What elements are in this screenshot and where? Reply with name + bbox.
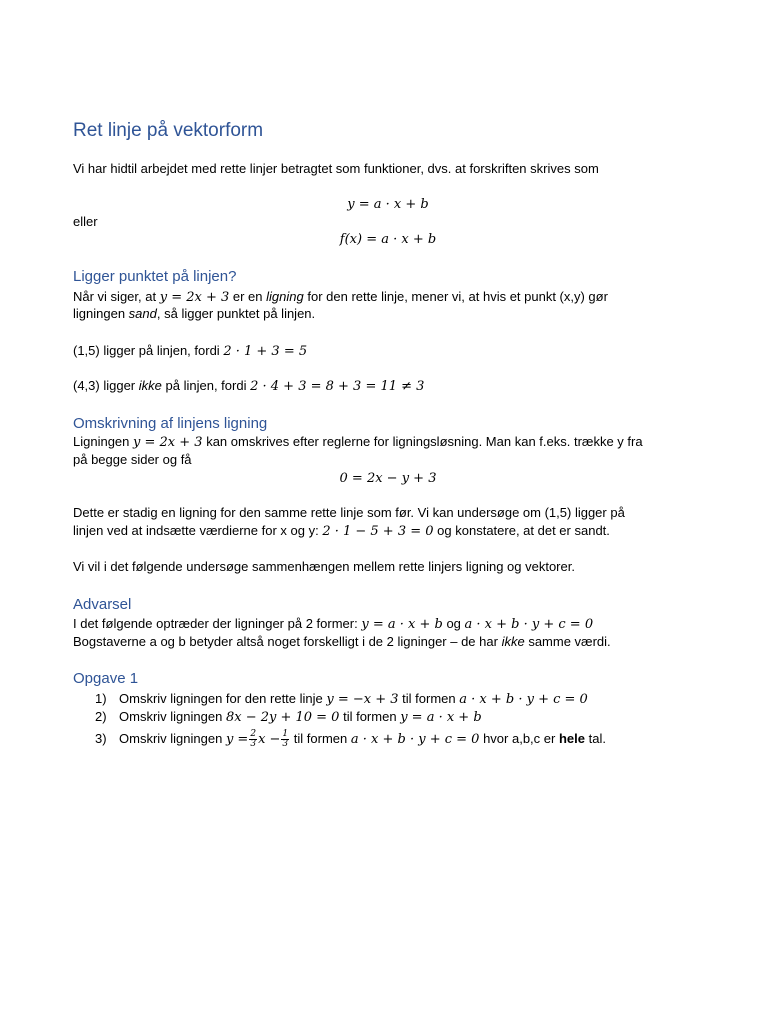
- warning-line2: Bogstaverne a og b betyder altså noget forskelligt i de 2 ligninger – de har ikke samme værdi.: [73, 634, 611, 649]
- inline-equation: 2 · 4 + 3 = 8 + 3 = 11 ≠ 3: [250, 379, 425, 394]
- section2-line1: Ligningen y = 2x + 3 kan omskrives efter reglerne for ligningsløsning. Man kan f.eks. trække y fra: [73, 434, 643, 450]
- section1-line2: ligningen sand, så ligger punktet på linjen.: [73, 306, 316, 321]
- inline-equation: a · x + b · y + c = 0: [464, 617, 594, 632]
- warning-line1: I det følgende optræder der ligninger på 2 former: y = a · x + b og a · x + b · y + c = 0: [73, 616, 594, 632]
- fraction: $\frac{1}{3}$: [282, 729, 289, 749]
- section2-para3: Vi vil i det følgende undersøge sammenhængen mellem rette linjers ligning og vektorer.: [73, 559, 575, 574]
- inline-equation: y = a · x + b: [400, 710, 482, 725]
- intro-or: eller: [73, 214, 98, 229]
- section2-para2-line2: linjen ved at indsætte værdierne for x og y: 2 · 1 − 5 + 3 = 0 og konstatere, at det er sandt.: [73, 523, 610, 539]
- fraction: $\frac{2}{3}$: [250, 729, 257, 749]
- heading-exercise: Opgave 1: [73, 670, 139, 687]
- inline-equation: y = a · x + b: [361, 617, 443, 632]
- inline-equation: y = −x + 3: [326, 692, 399, 707]
- example-point-not-on-line: (4,3) ligger ikke på linjen, fordi 2 · 4 + 3 = 8 + 3 = 11 ≠ 3: [73, 378, 425, 394]
- equation-linear-f: f(x) = a · x + b: [339, 232, 437, 247]
- exercise-item-1: 1) Omskriv ligningen for den rette linje y = −x + 3 til formen a · x + b · y + c = 0: [95, 691, 588, 707]
- inline-equation: 8x − 2y + 10 = 0: [225, 710, 340, 725]
- equation-rewritten: 0 = 2x − y + 3: [339, 471, 437, 486]
- heading-warning: Advarsel: [73, 596, 132, 613]
- exercise-item-3: 3) Omskriv ligningen y = $\frac{2}{3}$ x − $\frac{1}{3}$ til formen a · x + b · y + c = 0 hvor a,b,c er hele tal.: [95, 729, 606, 749]
- exercise-item-2: 2) Omskriv ligningen 8x − 2y + 10 = 0 til formen y = a · x + b: [95, 709, 482, 725]
- example-point-on-line: (1,5) ligger på linjen, fordi 2 · 1 + 3 = 5: [73, 343, 308, 359]
- section2-para2-line1: Dette er stadig en ligning for den samme rette linje som før. Vi kan undersøge om (1,5) ligger på: [73, 505, 625, 520]
- equation-linear-y: y = a · x + b: [347, 197, 429, 212]
- inline-equation: 2 · 1 − 5 + 3 = 0: [322, 524, 434, 539]
- inline-equation: a · x + b · y + c = 0: [350, 732, 480, 747]
- inline-equation: y = 2x + 3: [159, 290, 230, 305]
- intro-text: Vi har hidtil arbejdet med rette linjer betragtet som funktioner, dvs. at forskriften skrives som: [73, 161, 599, 176]
- document-title: Ret linje på vektorform: [73, 120, 264, 141]
- inline-equation: a · x + b · y + c = 0: [459, 692, 588, 707]
- inline-equation: y = 2x + 3: [133, 435, 203, 450]
- inline-equation: 2 · 1 + 3 = 5: [223, 344, 308, 359]
- section1-line1: Når vi siger, at y = 2x + 3 er en ligning for den rette linje, mener vi, at hvis et punkt (x,y) gør: [73, 289, 608, 305]
- section2-line2: på begge sider og få: [73, 452, 192, 467]
- inline-equation: y = $\frac{2}{3}$ x − $\frac{1}{3}$: [225, 729, 289, 749]
- heading-rewriting: Omskrivning af linjens ligning: [73, 415, 268, 432]
- heading-point-on-line: Ligger punktet på linjen?: [73, 268, 237, 285]
